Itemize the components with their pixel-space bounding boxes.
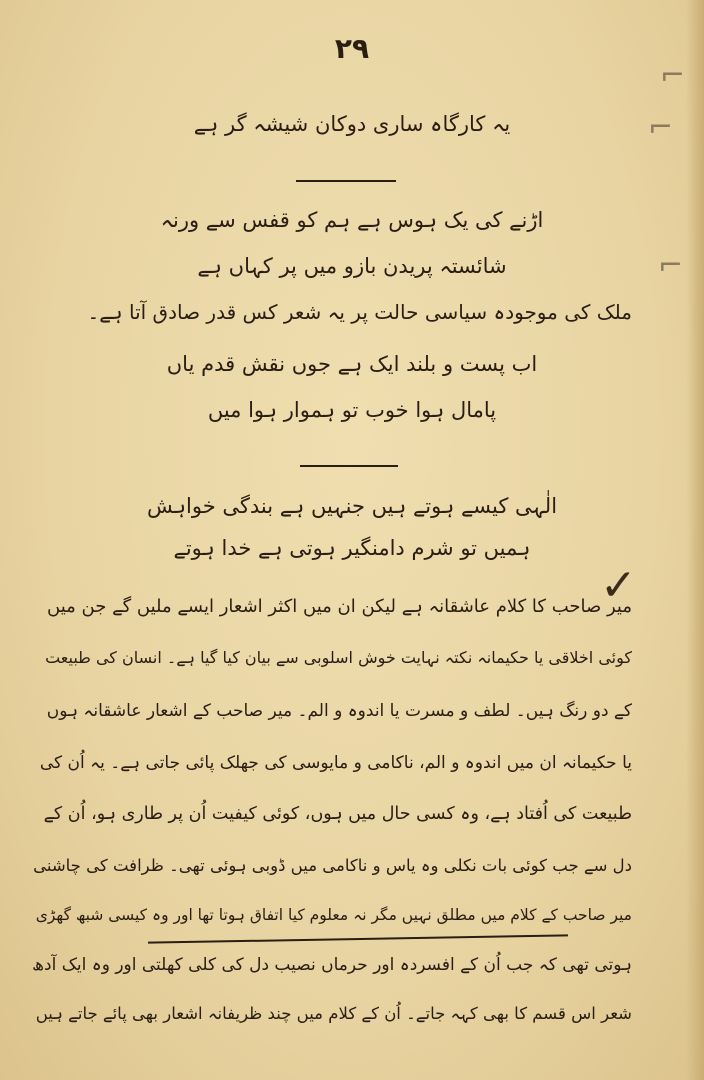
- intro-line: ملک کی موجودہ سیاسی حالت پر یہ شعر کس قدر صادق آتا ہے۔: [87, 300, 632, 324]
- verse-line: ہمیں تو شرم دامنگیر ہوتی ہے خدا ہوتے: [173, 536, 531, 560]
- paragraph-line: دل سے جب کوئی بات نکلی وہ یاس و ناکامی میں ڈوبی ہوئی تھی۔ ظرافت کی چاشنی: [33, 856, 632, 875]
- paragraph-line: میر صاحب کے کلام میں مطلق نہیں مگر نہ معلوم کیا اتفاق ہوتا تھا اور وہ کیسی شبھ گھڑی: [35, 906, 632, 924]
- verse-line: پامال ہوا خوب تو ہموار ہوا میں: [207, 398, 497, 422]
- margin-bracket-mark: ⌐: [660, 58, 686, 93]
- paragraph-line: میر صاحب کا کلام عاشقانہ ہے لیکن ان میں اکثر اشعار ایسے ملیں گے جن میں: [47, 596, 632, 617]
- margin-bracket-mark: ⌐: [658, 248, 684, 283]
- paragraph-line: یا حکیمانہ ان میں اندوہ و الم، ناکامی و مایوسی کی جھلک پائی جاتی ہے۔ یہ اُن کی: [39, 753, 632, 773]
- verse-line: الٰہی کیسے ہوتے ہیں جنہیں ہے بندگی خواہش: [146, 494, 558, 518]
- paragraph-line: شعر اس قسم کا بھی کہہ جاتے۔ اُن کے کلام میں چند ظریفانہ اشعار بھی پائے جاتے ہیں: [35, 1004, 632, 1023]
- page-number: ۲۹: [334, 32, 370, 65]
- verse-line: اب پست و بلند ایک ہے جوں نقش قدم یاں: [166, 352, 538, 376]
- page-heading: یہ کارگاہ ساری دوکان شیشہ گر ہے: [193, 112, 511, 136]
- section-divider: [296, 180, 396, 182]
- paragraph-line: ہوتی تھی کہ جب اُن کے افسردہ اور حرماں نصیب دل کی کلی کھلتی اور وہ ایک آدھ: [32, 955, 632, 975]
- verse-line: شائستہ پریدن بازو میں پر کہاں ہے: [197, 254, 507, 278]
- paragraph-line: کوئی اخلاقی یا حکیمانہ نکتہ نہایت خوش اسلوبی سے بیان کیا گیا ہے۔ انسان کی طبیعت: [45, 648, 632, 667]
- paragraph-line: طبیعت کی اُفتاد ہے، وہ کسی حال میں ہوں، کوئی کیفیت اُن پر طاری ہو، اُن کے: [43, 804, 632, 824]
- checkmark-icon: ✓: [600, 560, 637, 611]
- paragraph-line: کے دو رنگ ہیں۔ لطف و مسرت یا اندوہ و الم۔ میر صاحب کے اشعار عاشقانہ ہوں: [46, 701, 632, 721]
- verse-line: اڑنے کی یک ہوس ہے ہم کو قفس سے ورنہ: [160, 208, 544, 232]
- pencil-underline: [148, 934, 568, 943]
- margin-bracket-mark: ⌐: [648, 110, 674, 145]
- section-divider: [300, 465, 398, 467]
